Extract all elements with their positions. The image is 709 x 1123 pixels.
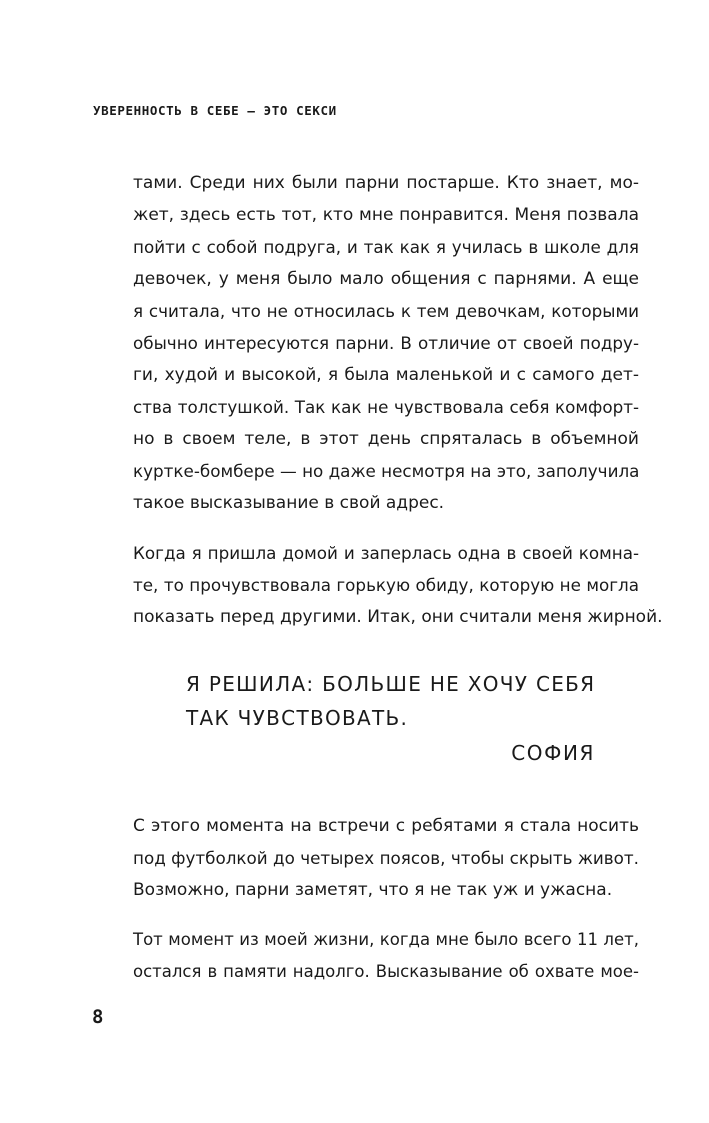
page-number: 8 [92,1006,104,1028]
text-line: Когда я пришла домой и заперлась одна в своей комна- [133,543,639,563]
text-line: обычно интересуются парни. В отличие от своей подру- [133,333,639,353]
text-line: Возможно, парни заметят, что я не так уж и ужасна. [133,880,613,900]
quote-line: ТАК ЧУВСТВОВАТЬ. [186,706,409,730]
text-line: остался в памяти надолго. Высказывание об охвате мое- [133,962,639,981]
text-line: Тот момент из моей жизни, когда мне было всего 11 лет, [133,930,639,949]
text-line: куртке-бомбере — но даже несмотря на это, заполучила [133,461,640,481]
text-line: тами. Среди них были парни постарше. Кто знает, мо- [133,173,639,193]
text-line: С этого момента на встречи с ребятами я стала носить [133,816,639,836]
running-header: УВЕРЕННОСТЬ В СЕБЕ — ЭТО СЕКСИ [93,103,337,118]
text-line: но в своем теле, в этот день спряталась в объемной [133,429,639,449]
text-line: такое высказывание в свой адрес. [133,493,445,513]
text-line: пойти с собой подруга, и так как я училась в школе для [133,237,639,257]
text-line: жет, здесь есть тот, кто мне понравится. Меня позвала [133,205,639,225]
quote-author: СОФИЯ [511,741,595,765]
text-line: девочек, у меня было мало общения с парнями. А еще [133,269,639,289]
text-line: под футболкой до четырех поясов, чтобы скрыть живот. [133,848,639,868]
text-line: ства толстушкой. Так как не чувствовала себя комфорт- [133,397,639,417]
text-line: ги, худой и высокой, я была маленькой и с самого дет- [133,365,639,385]
text-line: те, то прочувствовала горькую обиду, которую не могла [133,575,639,595]
text-line: я считала, что не относилась к тем девочкам, которыми [133,301,639,321]
quote-line: Я РЕШИЛА: БОЛЬШЕ НЕ ХОЧУ СЕБЯ [186,672,596,696]
text-line: показать перед другими. Итак, они считали меня жирной. [133,607,663,627]
